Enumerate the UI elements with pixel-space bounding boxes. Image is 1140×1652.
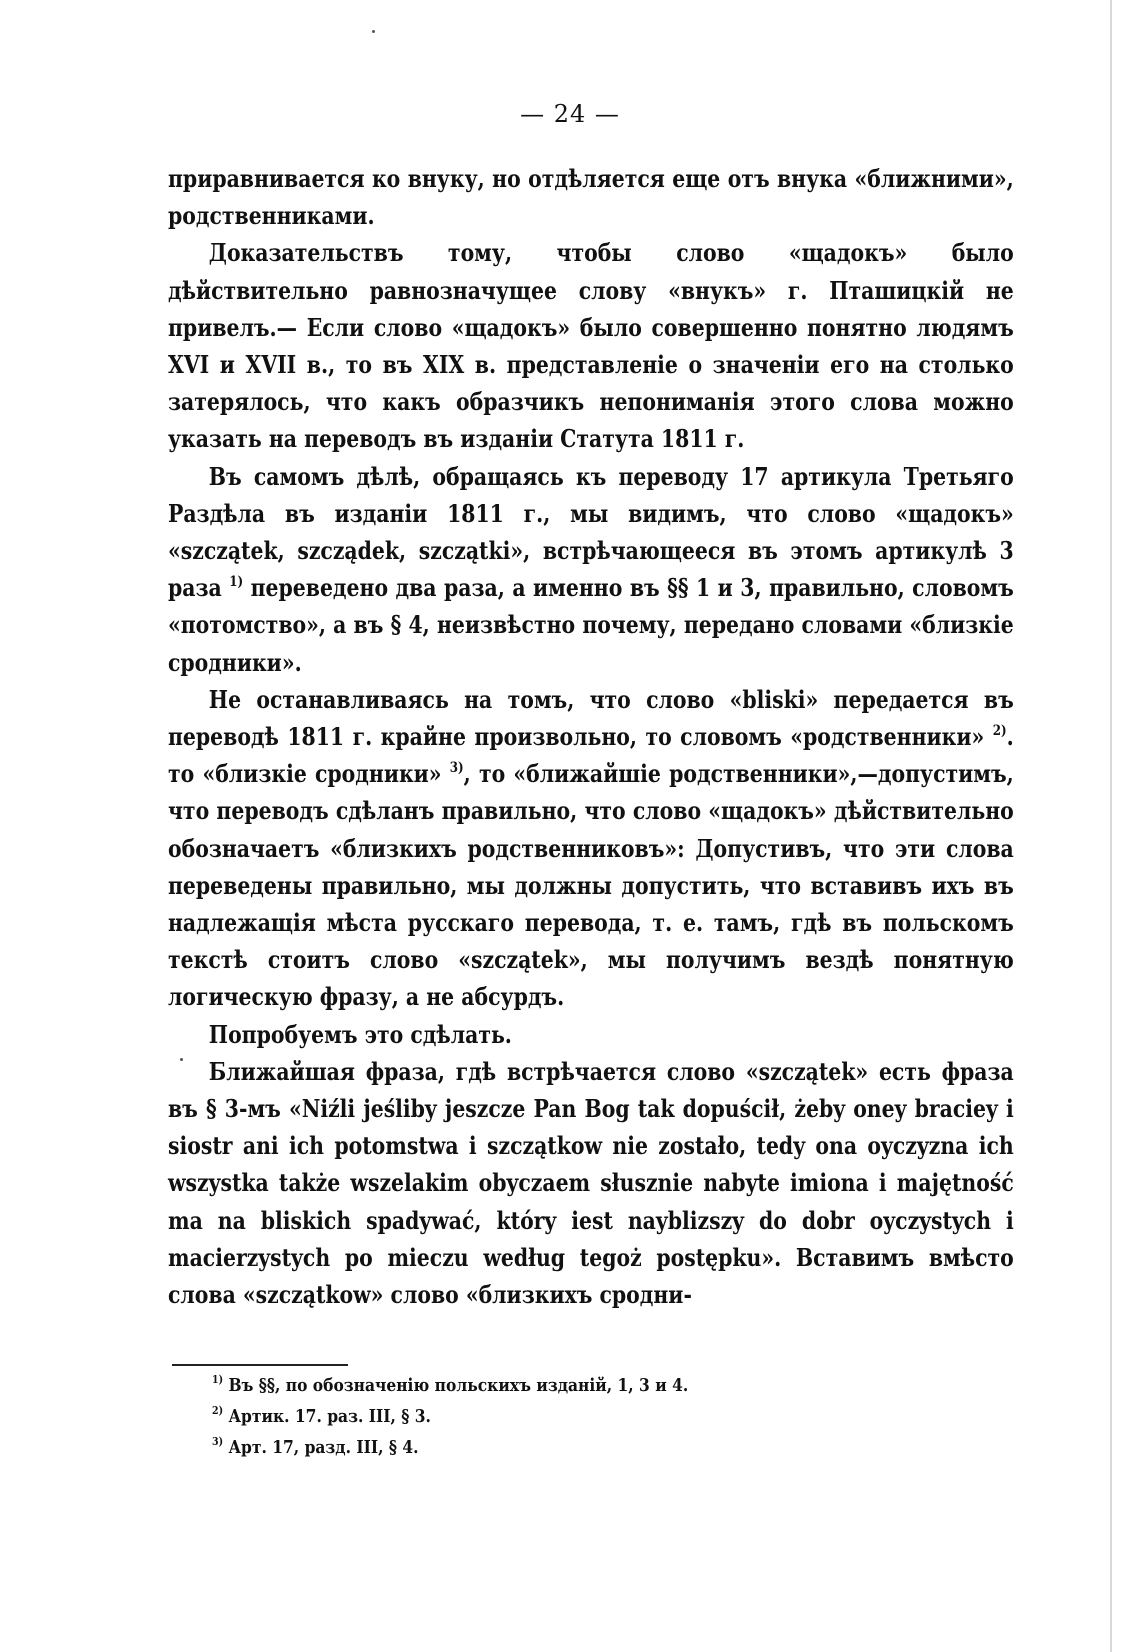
- footnote-mark: 1): [212, 1373, 224, 1386]
- paragraph-text: , то «ближайшіе родственники»,—допустимъ, что переводъ сдѣланъ правильно, что слово «щадокъ» дѣйствительно обозначаетъ «близкихъ родственниковъ»: Допустивъ, что эти слова переведены правильно, мы должны допустить, что вставивъ ихъ въ надлежащія мѣста русскаго перевода, т. е. тамъ, гдѣ въ польскомъ текстѣ стоитъ слово «szczątek», мы получимъ вездѣ понятную логическую фразу, а не абсурдъ.: [168, 759, 1014, 1012]
- footnote: [212, 1401, 900, 1432]
- paragraph: [168, 1016, 1014, 1053]
- footnote-text: Арт. 17, разд. III, § 4.: [223, 1437, 419, 1458]
- paragraph-text: Доказательствъ тому, чтобы слово «щадокъ» было дѣйствительно равнозначущее слову «внукъ» г. Пташицкій не привелъ.— Если слово «щадокъ» было совершенно понятно людямъ XVI и XVII в., то въ XIX в. представленіе о значеніи его на столько затерялось, что какъ образчикъ непониманія этого слова можно указать на переводъ въ изданіи Статута 1811 г.: [168, 238, 1014, 454]
- footnote-reference: 2): [992, 723, 1007, 740]
- footnote-reference: 1): [229, 574, 244, 591]
- paragraph: [168, 160, 1014, 234]
- footnotes: [212, 1370, 900, 1463]
- footnote-text: Артик. 17. раз. III, § 3.: [223, 1406, 431, 1427]
- paragraph-text: Ближайшая фраза, гдѣ встрѣчается слово «szczątek» есть фраза въ § 3-мъ «Niźli jeśliby jeszcze Pan Bog tak dopuścił, żeby oney braciey i siostr ani ich potomstwa i szczątkow nie zostało, tedy ona oyczyzna ich wszystka także wszelakim obyczaem słusznie nabyte imiona i majętność ma na bliskich spadywać, który iest nayblizszy do dobr oyczystych i macierzystych po mieczu według tegoż postępku». Вставимъ вмѣсто слова «szczątkow» слово «близкихъ сродни-: [168, 1056, 1014, 1310]
- footnote-mark: 2): [212, 1404, 224, 1417]
- footnote: [212, 1370, 900, 1401]
- print-speck: [372, 30, 375, 33]
- paragraph-text: Попробуемъ это сдѣлать.: [208, 1019, 512, 1049]
- paragraph-text: приравнивается ко внуку, но отдѣляется еще отъ внука «ближними», родственниками.: [168, 164, 1014, 231]
- footnote-reference: 3): [449, 760, 464, 777]
- paragraph: [168, 681, 1014, 1016]
- footnote-text: Въ §§, по обозначенію польскихъ изданій, 1, 3 и 4.: [223, 1375, 689, 1396]
- footnote: [212, 1432, 900, 1463]
- paragraph-text: переведено два раза, а именно въ §§ 1 и 3, правильно, словомъ «потомство», а въ § 4, неизвѣстно почему, передано словами «близкіе сродники».: [168, 573, 1014, 677]
- paragraph-text: Въ самомъ дѣлѣ, обращаясь къ переводу 17 артикула Третьяго Раздѣла въ изданіи 1811 г., мы видимъ, что слово «щадокъ» «szczątek, szcządek, szczątki», встрѣчающееся въ этомъ артикулѣ 3 раза: [168, 461, 1014, 603]
- paragraph: [168, 458, 1014, 681]
- paragraph-text: Не останавливаясь на томъ, что слово «bliski» передается въ переводѣ 1811 г. крайне произвольно, то словомъ «родственники»: [168, 684, 1014, 752]
- paragraph: [168, 1053, 1014, 1313]
- paragraph: [168, 234, 1014, 457]
- body-text: [168, 160, 1014, 1313]
- footnote-separator: [172, 1364, 348, 1366]
- page-edge-shadow: [1110, 0, 1112, 1652]
- footnote-mark: 3): [212, 1435, 224, 1448]
- page-number: — 24 —: [520, 100, 620, 128]
- paragraph-text: . то «близкіе сродники»: [168, 722, 1014, 789]
